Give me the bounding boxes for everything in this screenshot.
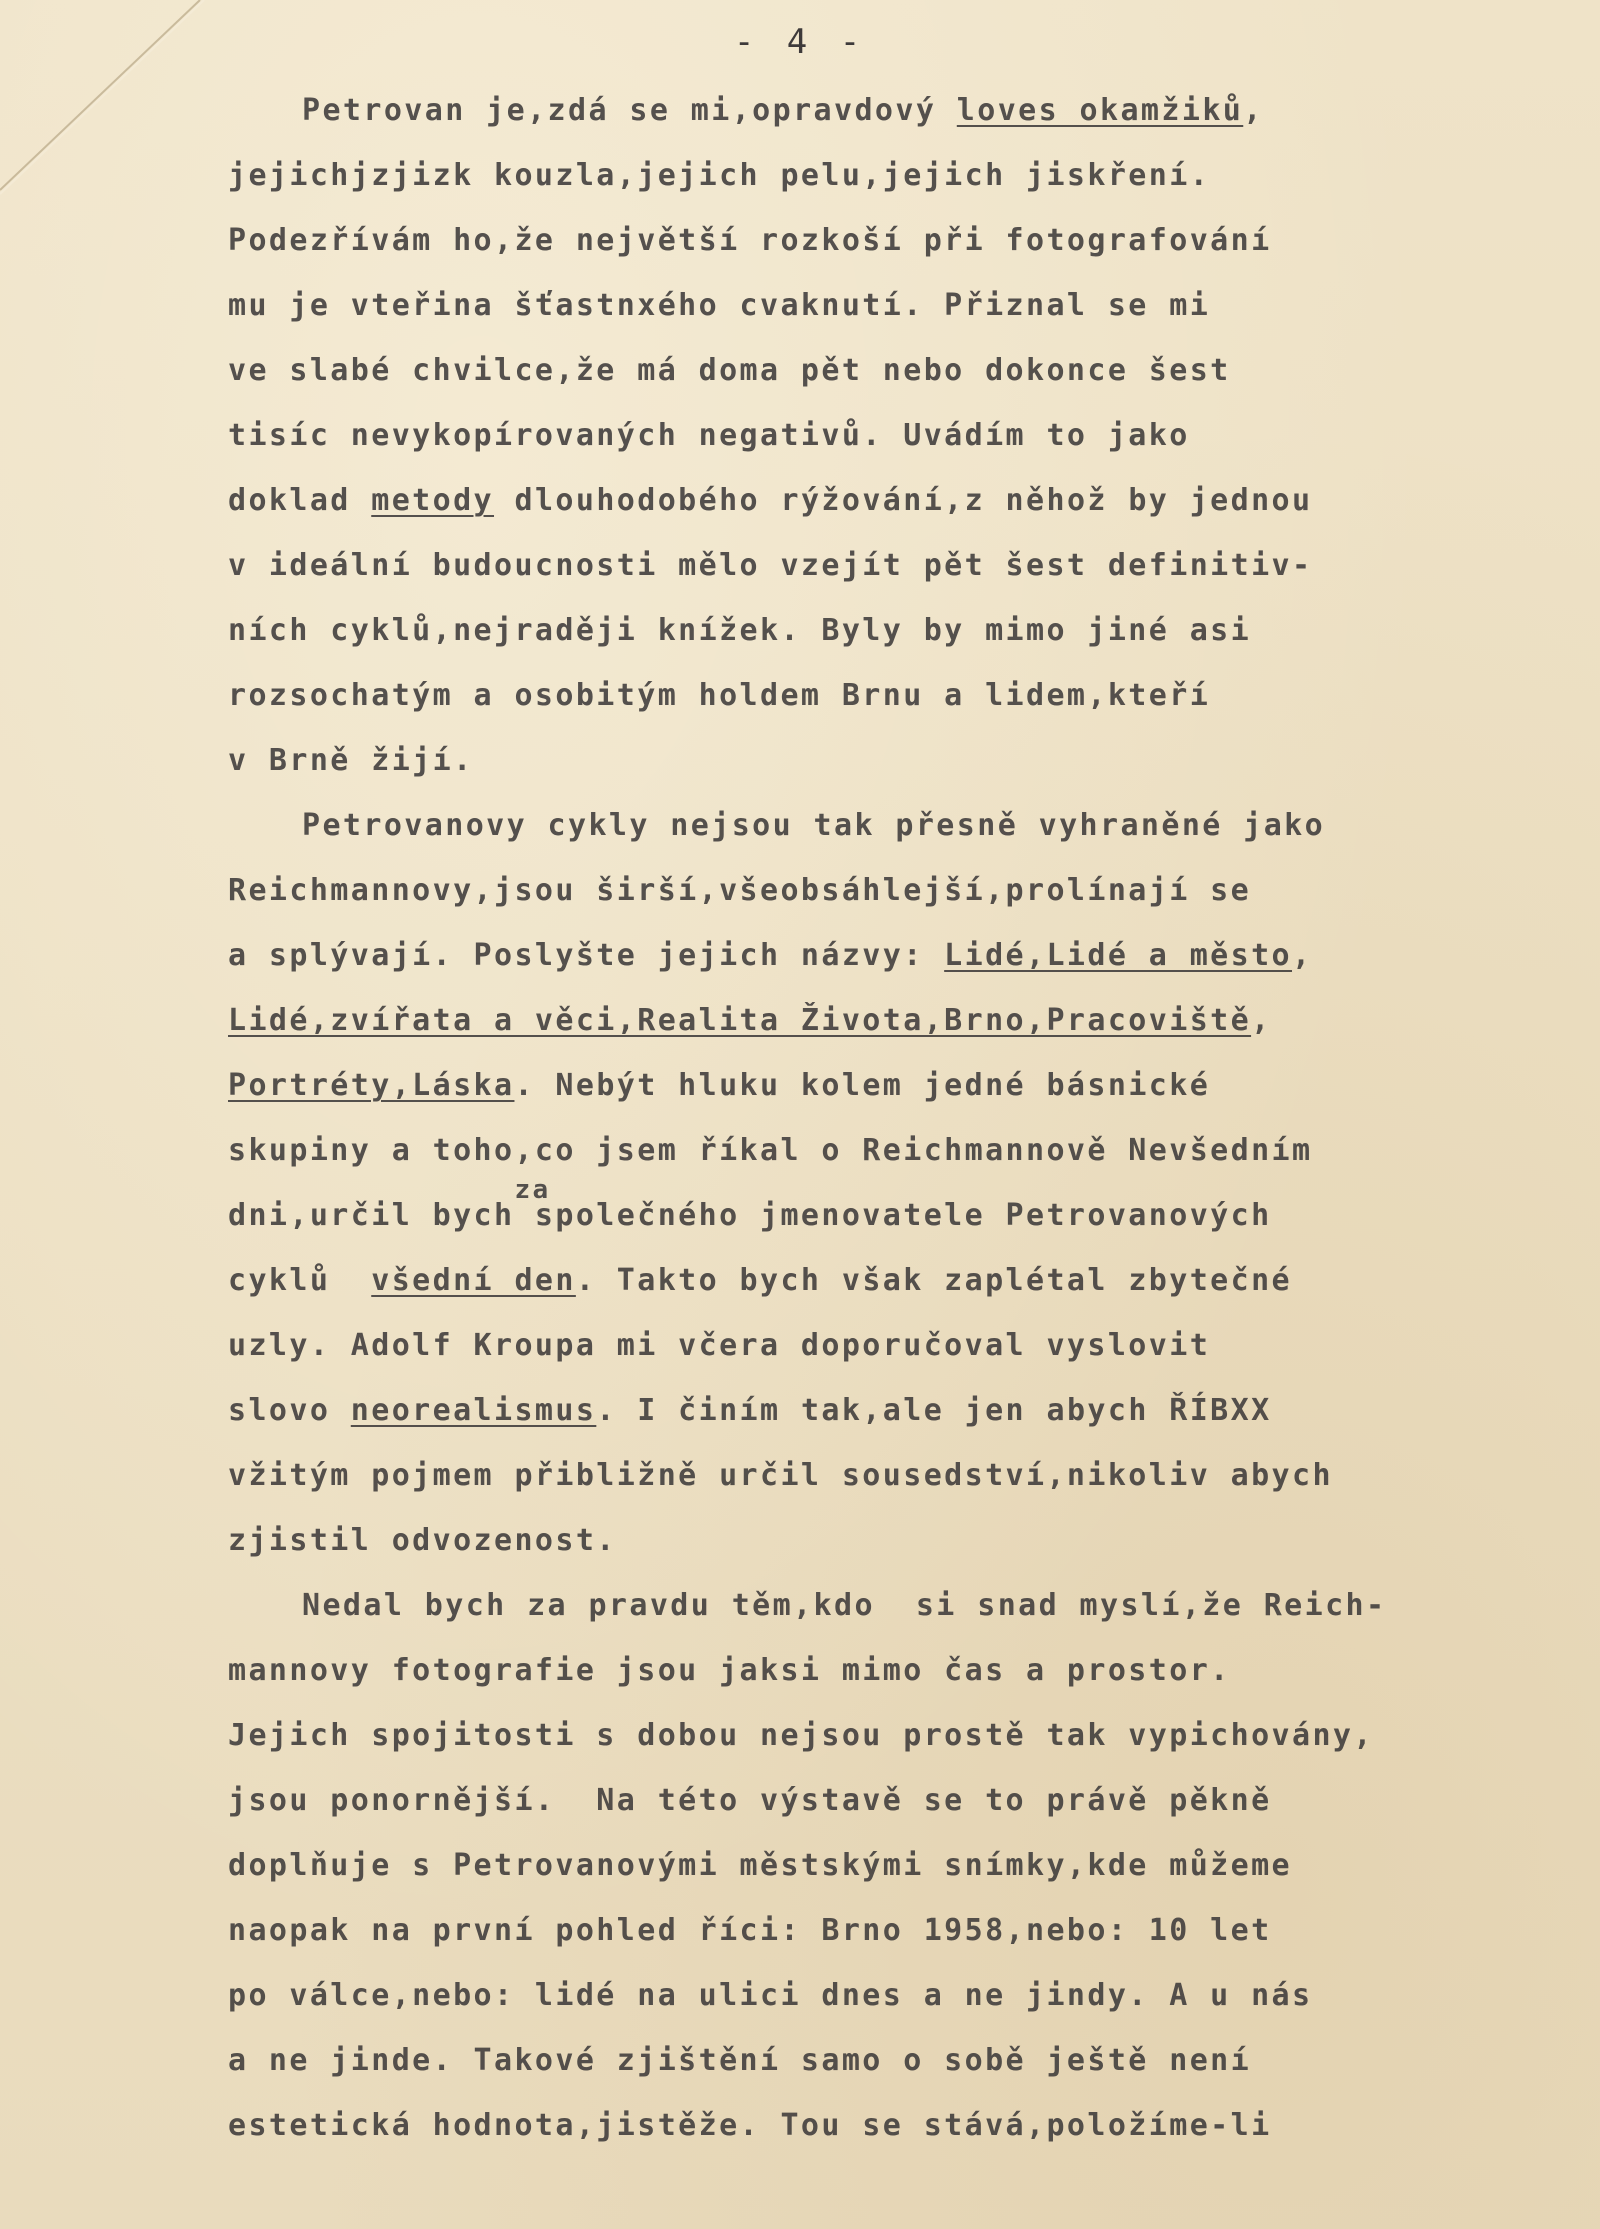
text-line [228, 1508, 1568, 1573]
text-line [228, 1313, 1568, 1378]
text-segment: , [1292, 938, 1313, 973]
underlined-text: neorealismus [350, 1393, 597, 1428]
text-segment: Reichmannovy,jsou širší,všeobsáhlejší,prolínají se [228, 873, 1252, 908]
text-line [228, 728, 1568, 793]
text-line [228, 1703, 1568, 1768]
text-segment: Nedal bych za pravdu těm,kdo si snad myslí,že Reich- [302, 1588, 1387, 1623]
text-segment: skupiny a toho,co jsem říkal o Reichmannově Nevšedním [228, 1133, 1313, 1168]
text-segment: dni,určil bych společného jmenovatele Petrovanových [228, 1198, 1272, 1233]
text-line [228, 663, 1568, 728]
text-segment: a ne jinde. Takové zjištění samo o sobě ještě není [228, 2043, 1252, 2078]
text-segment: estetická hodnota,jistěže. Tou se stává,položíme-li [228, 2108, 1272, 2143]
text-segment: doplňuje s Petrovanovými městskými snímky,kde můžeme [228, 1848, 1292, 1883]
text-line [228, 1053, 1568, 1118]
text-segment: a splývají. Poslyšte jejich názvy: [228, 938, 945, 973]
text-segment: v Brně žijí. [228, 743, 474, 778]
text-segment: . I činím tak,ale jen abych ŘÍBXX [596, 1393, 1272, 1428]
text-segment: , [1251, 1003, 1272, 1038]
text-line [228, 1443, 1568, 1508]
text-line [228, 1833, 1568, 1898]
text-segment: . Takto bych však zaplétal zbytečné [575, 1263, 1293, 1298]
paragraph [228, 1573, 1568, 2158]
text-segment: . Nebýt hluku kolem jedné básnické [514, 1068, 1211, 1103]
text-segment: naopak na první pohled říci: Brno 1958,nebo: 10 let [228, 1913, 1272, 1948]
underlined-text: všední den [371, 1263, 576, 1298]
text-line [228, 1118, 1568, 1183]
text-line [228, 403, 1568, 468]
text-segment: po válce,nebo: lidé na ulici dnes a ne jindy. A u nás [228, 1978, 1313, 2013]
text-segment: Petrovan je,zdá se mi,opravdový [302, 93, 957, 128]
body-text [228, 78, 1568, 2158]
text-line [228, 468, 1568, 533]
text-line [228, 923, 1568, 988]
text-line [228, 1378, 1568, 1443]
text-line [228, 598, 1568, 663]
text-segment: v ideální budoucnosti mělo vzejít pět šest definitiv- [228, 548, 1313, 583]
underlined-text: loves okamžiků [956, 93, 1244, 128]
text-segment: ve slabé chvilce,že má doma pět nebo dokonce šest [228, 353, 1231, 388]
underlined-text: Lidé,Lidé a město [944, 938, 1293, 973]
text-segment: , [1243, 93, 1264, 128]
text-segment: vžitým pojmem přibližně určil sousedství,nikoliv abych [228, 1458, 1333, 1493]
text-line [228, 1638, 1568, 1703]
underlined-text: metody [371, 483, 495, 518]
text-segment: mannovy fotografie jsou jaksi mimo čas a prostor. [228, 1653, 1231, 1688]
text-line [228, 1573, 1568, 1638]
underlined-text: Portréty,Láska [228, 1068, 515, 1103]
text-line [228, 1768, 1568, 1833]
text-line [228, 338, 1568, 403]
page-number: - 4 - [733, 22, 867, 62]
text-line [228, 208, 1568, 273]
text-line [228, 2028, 1568, 2093]
handwritten-insertion: za [514, 1175, 551, 1205]
text-line [228, 1175, 1568, 1248]
text-segment: jsou ponornější. Na této výstavě se to právě pěkně [228, 1783, 1272, 1818]
paragraph [228, 78, 1568, 793]
text-line [228, 988, 1568, 1053]
text-segment: jejichjzjizk kouzla,jejich pelu,jejich jiskření. [228, 158, 1211, 193]
paragraph [228, 793, 1568, 1573]
text-line [228, 78, 1568, 143]
text-segment: mu je vteřina šťastnxého cvaknutí. Přiznal se mi [228, 288, 1211, 323]
text-segment: tisíc nevykopírovaných negativů. Uvádím to jako [228, 418, 1190, 453]
text-line [228, 273, 1568, 338]
text-segment: uzly. Adolf Kroupa mi včera doporučoval vyslovit [228, 1328, 1211, 1363]
text-line [228, 1898, 1568, 1963]
text-line [228, 143, 1568, 208]
text-segment: dlouhodobého rýžování,z něhož by jednou [494, 483, 1313, 518]
text-segment: doklad [228, 483, 372, 518]
text-segment: Podezřívám ho,že největší rozkoší při fotografování [228, 223, 1272, 258]
text-segment: rozsochatým a osobitým holdem Brnu a lidem,kteří [228, 678, 1211, 713]
text-line [228, 858, 1568, 923]
underlined-text: Lidé,zvířata a věci,Realita Života,Brno,Pracoviště [228, 1003, 1252, 1038]
text-line [228, 1963, 1568, 2028]
text-line [228, 2093, 1568, 2158]
text-line [228, 793, 1568, 858]
text-segment: Jejich spojitosti s dobou nejsou prostě tak vypichovány, [228, 1718, 1374, 1753]
text-line [228, 1248, 1568, 1313]
text-line [228, 533, 1568, 598]
text-segment: Petrovanovy cykly nejsou tak přesně vyhraněné jako [302, 808, 1326, 843]
text-segment: cyklů [228, 1263, 372, 1298]
text-segment: slovo [228, 1393, 351, 1428]
text-segment: zjistil odvozenost. [228, 1523, 617, 1558]
text-segment: ních cyklů,nejraději knížek. Byly by mimo jiné asi [228, 613, 1252, 648]
